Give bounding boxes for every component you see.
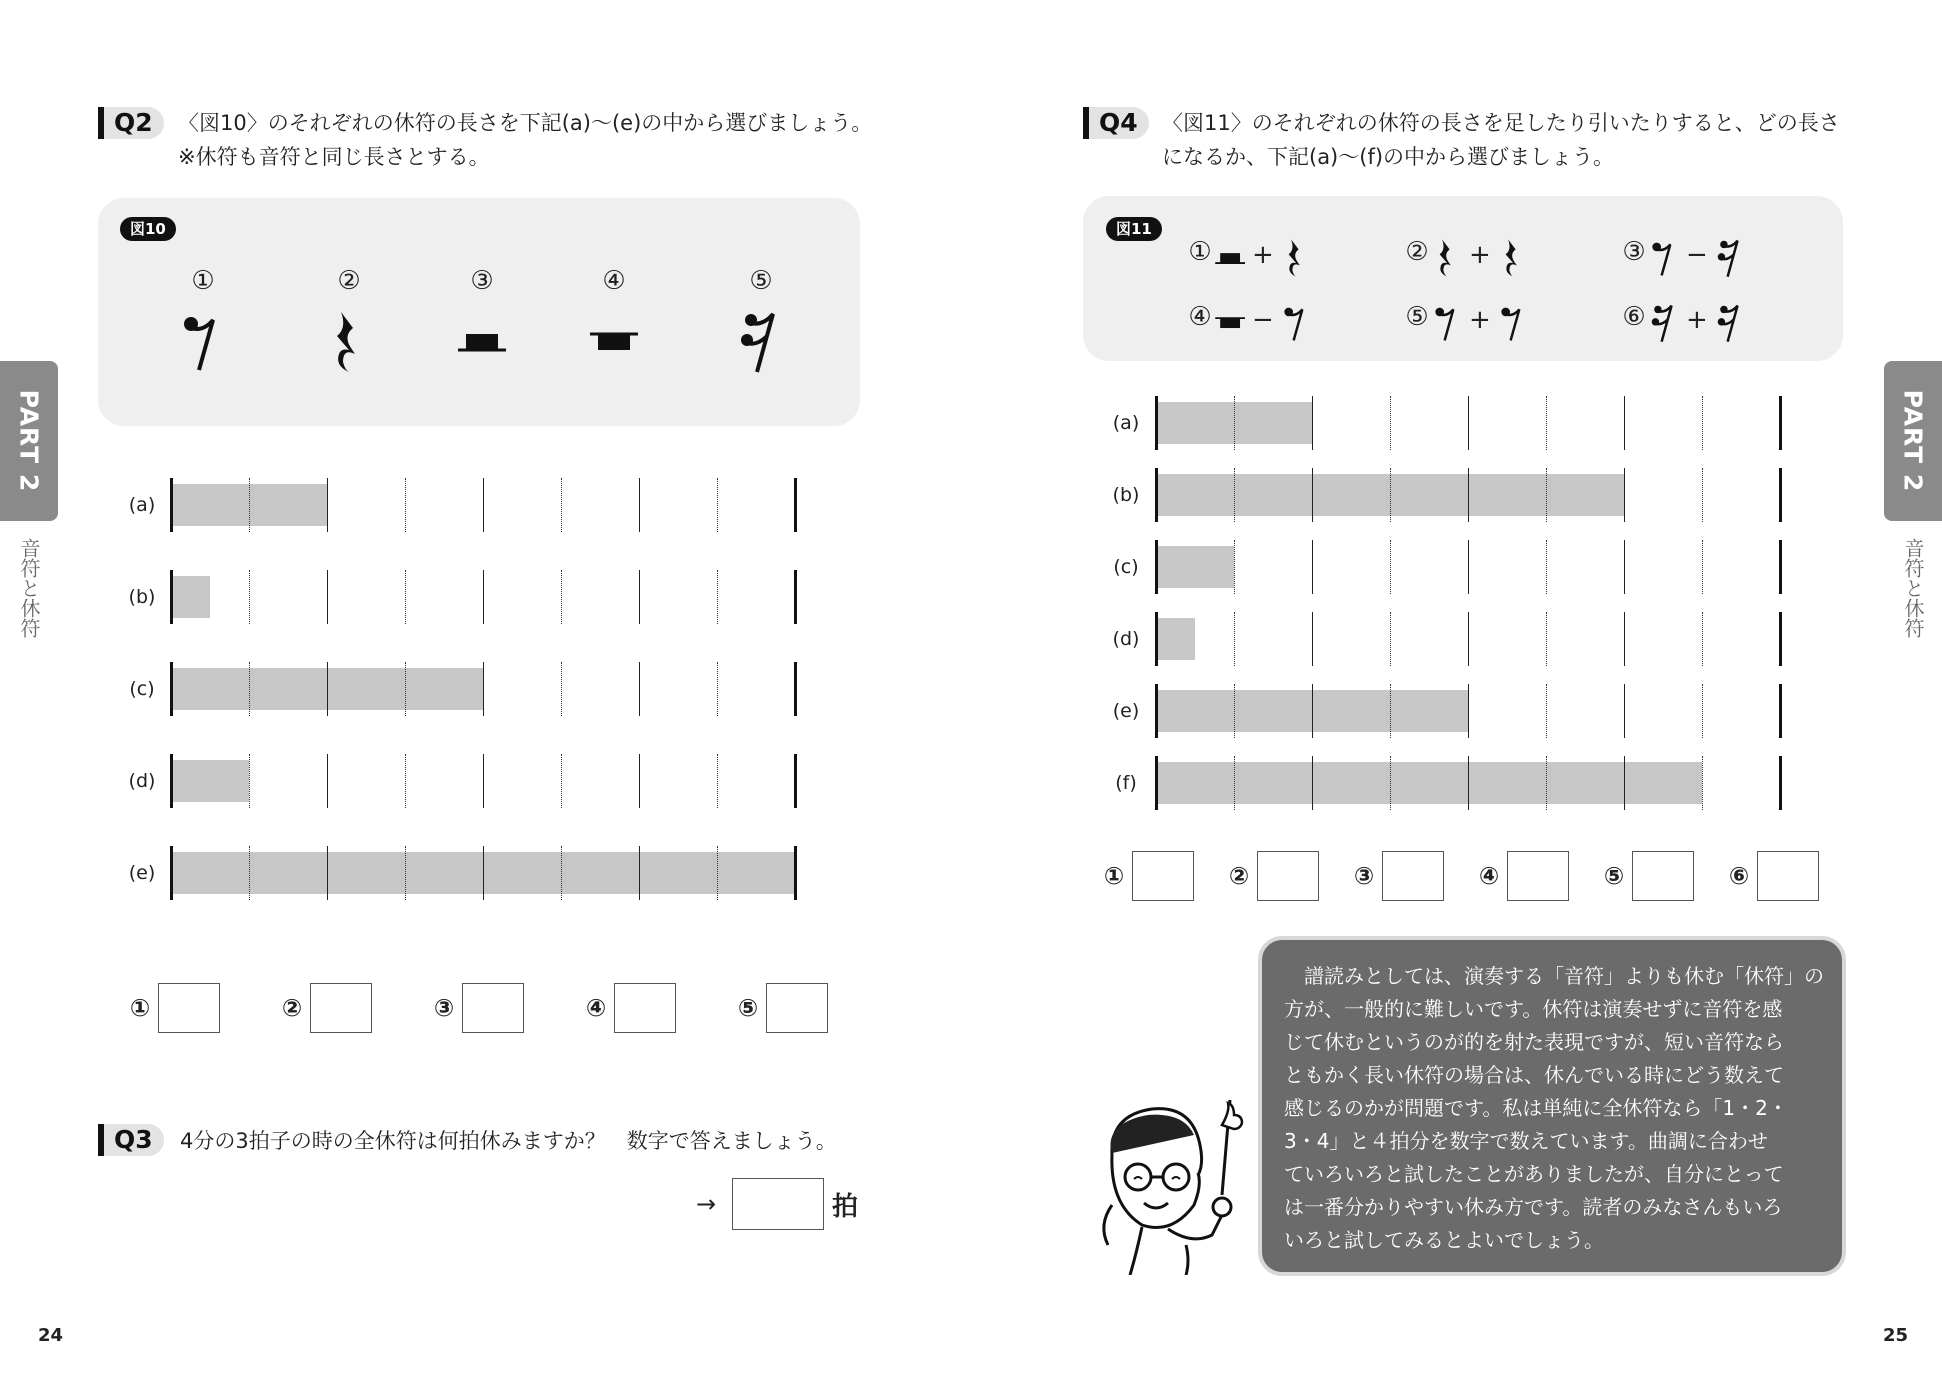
figure-11-item-number: ① <box>1188 237 1212 267</box>
half-beat-line <box>717 754 718 808</box>
beat-line <box>1624 396 1625 450</box>
figure-11-operator: − <box>1252 305 1274 335</box>
figure-10-rest-wrap <box>177 308 229 380</box>
figure-11-operand-a <box>1648 237 1680 283</box>
eighth-rest-icon <box>1648 237 1680 279</box>
answer-box[interactable] <box>1757 851 1819 901</box>
half-beat-line <box>405 478 406 532</box>
half-rest-icon <box>456 308 508 376</box>
whole-rest-icon <box>588 308 640 376</box>
beat-line <box>1312 540 1313 594</box>
tip-text-line: いろと試してみるとよいでしょう。 <box>1284 1228 1604 1252</box>
eighth-rest-icon <box>1280 302 1312 344</box>
half-beat-line <box>1546 756 1547 810</box>
beat-line <box>1468 540 1469 594</box>
beat-line <box>1468 468 1469 522</box>
grid-end-line <box>794 570 797 624</box>
figure-11-operator: + <box>1469 240 1491 270</box>
answer-number: ⑥ <box>1728 862 1750 890</box>
beat-line <box>483 478 484 532</box>
q4-question-line1: 〈図11〉のそれぞれの休符の長さを足したり引いたりすると、どの長さ <box>1162 111 1840 135</box>
half-beat-line <box>249 662 250 716</box>
grid-start-line <box>170 478 173 532</box>
answer-number: ⑤ <box>1603 862 1625 890</box>
figure-11-item-number: ③ <box>1622 237 1646 267</box>
figure-11-operand-a <box>1214 237 1246 283</box>
section-title-left: 音符と休符 <box>17 538 41 638</box>
grid-end-line <box>794 754 797 808</box>
grid-start-line <box>170 570 173 624</box>
tip-text-line: 感じるのかが問題です。私は単純に全休符なら「1・2・ <box>1284 1096 1788 1120</box>
half-rest-icon <box>1214 237 1246 279</box>
beat-line <box>327 662 328 716</box>
figure-11-item-number: ② <box>1405 237 1429 267</box>
half-beat-line <box>561 754 562 808</box>
duration-bar <box>1156 762 1702 804</box>
grid-end-line <box>1779 540 1782 594</box>
answer-box[interactable] <box>614 983 676 1033</box>
half-beat-line <box>249 478 250 532</box>
half-beat-line <box>1702 396 1703 450</box>
half-beat-line <box>1546 684 1547 738</box>
row-label: (a) <box>1112 412 1140 434</box>
beat-line <box>1312 612 1313 666</box>
duration-bar <box>1156 546 1234 588</box>
beat-line <box>327 754 328 808</box>
grid-end-line <box>794 478 797 532</box>
half-beat-line <box>1234 756 1235 810</box>
beat-line <box>1624 540 1625 594</box>
figure-11-operand-b <box>1280 237 1312 283</box>
beat-line <box>1468 612 1469 666</box>
beat-line <box>483 662 484 716</box>
beat-line <box>1468 756 1469 810</box>
tip-text <box>1284 960 1824 1257</box>
row-label: (c) <box>1113 556 1139 578</box>
figure-11-operand-a <box>1431 237 1463 283</box>
beat-line <box>483 846 484 900</box>
answer-number: ② <box>1228 862 1250 890</box>
half-beat-line <box>405 754 406 808</box>
beat-line <box>483 754 484 808</box>
q2-question-line1: 〈図10〉のそれぞれの休符の長さを下記(a)〜(e)の中から選びましょう。 <box>178 111 873 135</box>
half-beat-line <box>1702 540 1703 594</box>
answer-number: ④ <box>585 994 607 1022</box>
half-beat-line <box>1702 756 1703 810</box>
answer-box[interactable] <box>310 983 372 1033</box>
half-beat-line <box>405 846 406 900</box>
grid-start-line <box>1155 684 1158 738</box>
figure-10-rest-wrap <box>735 308 787 380</box>
half-beat-line <box>1546 468 1547 522</box>
quarter-rest-icon <box>323 308 375 376</box>
figure-11-item-number: ⑤ <box>1405 302 1429 332</box>
figure-11-operator: + <box>1469 305 1491 335</box>
row-label: (e) <box>1112 700 1140 722</box>
half-beat-line <box>717 478 718 532</box>
sixteenth-rest-icon <box>1714 237 1746 279</box>
sixteenth-rest-icon <box>1648 302 1680 344</box>
half-beat-line <box>717 662 718 716</box>
section-title-right: 音符と休符 <box>1901 538 1925 638</box>
figure-11-operator: + <box>1686 305 1708 335</box>
row-label: (f) <box>1115 772 1137 794</box>
half-beat-line <box>1546 612 1547 666</box>
beat-line <box>1468 684 1469 738</box>
half-beat-line <box>1702 684 1703 738</box>
beat-line <box>1312 468 1313 522</box>
tip-text-line: 譜読みとしては、演奏する「音符」よりも休む「休符」の <box>1284 964 1824 988</box>
half-beat-line <box>561 570 562 624</box>
half-beat-line <box>1234 612 1235 666</box>
half-beat-line <box>405 570 406 624</box>
figure-11-operand-a <box>1214 302 1246 348</box>
page-number-right: 25 <box>1883 1325 1909 1346</box>
row-label: (d) <box>128 770 156 792</box>
figure-11-operand-b <box>1714 237 1746 283</box>
figure-10-item-number: ④ <box>602 266 626 296</box>
answer-number: ③ <box>433 994 455 1022</box>
beat-line <box>1624 756 1625 810</box>
q3-unit: 拍 <box>832 1192 859 1222</box>
quarter-rest-icon <box>1497 237 1529 279</box>
beat-line <box>327 846 328 900</box>
half-beat-line <box>249 754 250 808</box>
grid-start-line <box>170 662 173 716</box>
half-beat-line <box>717 570 718 624</box>
beat-line <box>639 754 640 808</box>
row-label: (d) <box>1112 628 1140 650</box>
q3-question: 4分の3拍子の時の全休符は何拍休みますか？ 数字で答えましょう。 <box>180 1129 837 1153</box>
answer-box[interactable] <box>1507 851 1569 901</box>
row-label: (c) <box>129 678 155 700</box>
grid-start-line <box>1155 540 1158 594</box>
answer-box[interactable] <box>1257 851 1319 901</box>
answer-number: ⑤ <box>737 994 759 1022</box>
half-beat-line <box>1702 612 1703 666</box>
sixteenth-rest-icon <box>735 308 787 376</box>
half-beat-line <box>561 662 562 716</box>
beat-line <box>327 478 328 532</box>
tip-text-line: じて休むというのが的を射た表現ですが、短い音符なら <box>1284 1030 1784 1054</box>
answer-number: ④ <box>1478 862 1500 890</box>
tip-text-line: は一番分かりやすい休み方です。読者のみなさんもいろ <box>1284 1195 1783 1219</box>
grid-end-line <box>794 846 797 900</box>
grid-end-line <box>1779 756 1782 810</box>
eighth-rest-icon <box>177 308 229 376</box>
row-label: (a) <box>128 494 156 516</box>
duration-bar <box>171 760 249 802</box>
q4-question-line2: になるか、下記(a)〜(f)の中から選びましょう。 <box>1162 145 1615 169</box>
duration-bar <box>1156 618 1195 660</box>
beat-line <box>1312 396 1313 450</box>
sixteenth-rest-icon <box>1714 302 1746 344</box>
answer-box[interactable] <box>1632 851 1694 901</box>
tip-text-line: ていろいろと試したことがありましたが、自分にとって <box>1284 1162 1784 1186</box>
figure-10-item-number: ② <box>337 266 361 296</box>
half-beat-line <box>1234 540 1235 594</box>
half-beat-line <box>405 662 406 716</box>
half-beat-line <box>561 478 562 532</box>
figure-11-item-number: ⑥ <box>1622 302 1646 332</box>
figure-11-operand-a <box>1431 302 1463 348</box>
tip-text-line: 3・4」と４拍分を数字で数えています。曲調に合わせ <box>1284 1129 1768 1153</box>
q2-question-line2: ※休符も音符と同じ長さとする。 <box>178 145 490 169</box>
grid-end-line <box>794 662 797 716</box>
answer-number: ③ <box>1353 862 1375 890</box>
q4-badge: Q4 <box>1083 107 1149 139</box>
answer-box[interactable] <box>158 983 220 1033</box>
q3-answer-box[interactable] <box>732 1178 824 1230</box>
quarter-rest-icon <box>1431 237 1463 279</box>
half-beat-line <box>249 570 250 624</box>
half-beat-line <box>1390 756 1391 810</box>
half-beat-line <box>1390 612 1391 666</box>
row-label: (b) <box>1112 484 1140 506</box>
eighth-rest-icon <box>1431 302 1463 344</box>
half-beat-line <box>717 846 718 900</box>
figure-11-operand-b <box>1280 302 1312 348</box>
whole-rest-icon <box>1214 302 1246 344</box>
half-beat-line <box>1234 468 1235 522</box>
grid-start-line <box>170 754 173 808</box>
answer-number: ② <box>281 994 303 1022</box>
answer-box[interactable] <box>1382 851 1444 901</box>
tip-speech-bubble <box>1258 936 1846 1276</box>
answer-number: ① <box>129 994 151 1022</box>
beat-line <box>1624 684 1625 738</box>
half-beat-line <box>1546 540 1547 594</box>
figure-11-operator: − <box>1686 240 1708 270</box>
beat-line <box>1624 468 1625 522</box>
part-tab-left: PART 2 <box>0 361 58 521</box>
half-beat-line <box>1546 396 1547 450</box>
answer-number: ① <box>1103 862 1125 890</box>
grid-start-line <box>1155 396 1158 450</box>
beat-line <box>639 846 640 900</box>
half-beat-line <box>249 846 250 900</box>
figure-10-rest-wrap <box>323 308 375 380</box>
q3-badge: Q3 <box>98 1124 164 1156</box>
half-beat-line <box>1702 468 1703 522</box>
half-beat-line <box>1234 396 1235 450</box>
figure-11-item-number: ④ <box>1188 302 1212 332</box>
figure-10-rest-wrap <box>588 308 640 380</box>
half-beat-line <box>1390 396 1391 450</box>
figure-11-operand-b <box>1714 302 1746 348</box>
grid-end-line <box>1779 396 1782 450</box>
half-beat-line <box>1234 684 1235 738</box>
beat-line <box>1312 684 1313 738</box>
figure-11-operator: + <box>1252 240 1274 270</box>
figure-11-operand-a <box>1648 302 1680 348</box>
half-beat-line <box>1390 684 1391 738</box>
part-tab-right: PART 2 <box>1884 361 1942 521</box>
half-beat-line <box>1390 468 1391 522</box>
row-label: (b) <box>128 586 156 608</box>
grid-end-line <box>1779 612 1782 666</box>
beat-line <box>639 478 640 532</box>
beat-line <box>639 570 640 624</box>
grid-start-line <box>1155 612 1158 666</box>
answer-box[interactable] <box>766 983 828 1033</box>
figure-11-operand-b <box>1497 237 1529 283</box>
teacher-illustration <box>1082 1095 1250 1275</box>
grid-end-line <box>1779 684 1782 738</box>
tip-text-line: 方が、一般的に難しいです。休符は演奏せずに音符を感 <box>1284 997 1783 1021</box>
beat-line <box>1312 756 1313 810</box>
grid-end-line <box>1779 468 1782 522</box>
q2-badge: Q2 <box>98 107 164 139</box>
tip-text-line: ともかく長い休符の場合は、休んでいる時にどう数えて <box>1284 1063 1784 1087</box>
half-beat-line <box>1390 540 1391 594</box>
page-number-left: 24 <box>38 1325 64 1346</box>
beat-line <box>639 662 640 716</box>
beat-line <box>327 570 328 624</box>
grid-start-line <box>1155 468 1158 522</box>
answer-box[interactable] <box>1132 851 1194 901</box>
quarter-rest-icon <box>1280 237 1312 279</box>
figure-10-label: 図10 <box>120 217 176 241</box>
figure-11-label: 図11 <box>1106 217 1162 241</box>
q3-arrow: → <box>696 1190 717 1218</box>
figure-10-item-number: ⑤ <box>749 266 773 296</box>
duration-bar <box>171 576 210 618</box>
row-label: (e) <box>128 862 156 884</box>
eighth-rest-icon <box>1497 302 1529 344</box>
figure-10-item-number: ① <box>191 266 215 296</box>
grid-start-line <box>1155 756 1158 810</box>
half-beat-line <box>561 846 562 900</box>
beat-line <box>1624 612 1625 666</box>
grid-start-line <box>170 846 173 900</box>
beat-line <box>483 570 484 624</box>
figure-11-operand-b <box>1497 302 1529 348</box>
figure-10-rest-wrap <box>456 308 508 380</box>
figure-10-item-number: ③ <box>470 266 494 296</box>
beat-line <box>1468 396 1469 450</box>
answer-box[interactable] <box>462 983 524 1033</box>
